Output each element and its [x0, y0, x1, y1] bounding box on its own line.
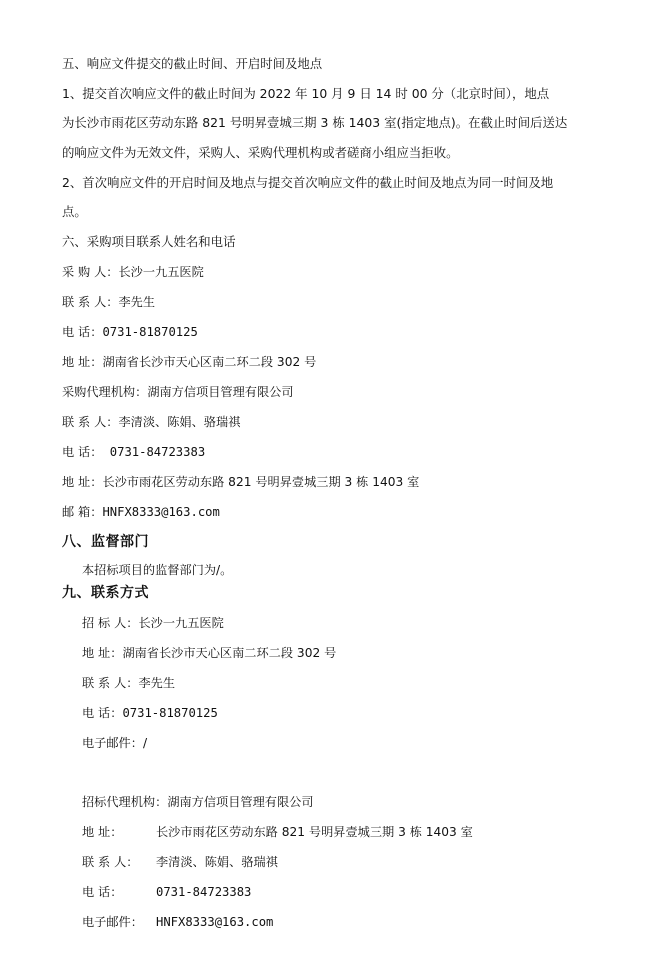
tenderer-row — [82, 615, 224, 631]
tenderer-email-value: / — [142, 736, 148, 750]
purchaser-address-label: 地 址： — [62, 355, 103, 369]
agency-email-value: HNFX8333@163.com — [102, 505, 220, 519]
tender-agency-phone-value: 0731-84723383 — [156, 885, 252, 899]
section5-p2-line1: 2、首次响应文件的开启时间及地点与提交首次响应文件的截止时间及地点为同一时间及地 — [62, 175, 554, 190]
tenderer-contact-label: 联 系 人： — [82, 676, 139, 690]
purchaser-phone-label: 电 话： — [62, 325, 103, 339]
tenderer-phone-value: 0731-81870125 — [122, 706, 218, 720]
tender-agency-contact-row — [82, 854, 278, 870]
tenderer-email-label: 电子邮件： — [82, 736, 143, 750]
agency-address-row — [62, 474, 419, 490]
tender-agency-address-label: 地 址： — [82, 825, 123, 839]
tenderer-value: 长沙一九五医院 — [138, 616, 224, 630]
tenderer-contact-row — [82, 675, 175, 691]
tender-agency-address-value: 长沙市雨花区劳动东路 821 号明昇壹城三期 3 栋 1403 室 — [156, 825, 473, 839]
agency-contact-value: 李清淡、陈娟、骆瑞祺 — [118, 415, 241, 429]
agency-phone-value: 0731-84723383 — [102, 445, 206, 459]
tender-agency-phone-row — [82, 884, 251, 900]
agency-row — [62, 384, 294, 400]
tender-agency-contact-label: 联 系 人： — [82, 855, 139, 869]
agency-contact-row — [62, 414, 240, 430]
purchaser-contact-value: 李先生 — [118, 295, 156, 309]
section9-title: 九、联系方式 — [62, 585, 149, 601]
purchaser-address-row — [62, 354, 316, 370]
agency-value: 湖南方信项目管理有限公司 — [147, 385, 294, 399]
agency-address-label: 地 址： — [62, 475, 103, 489]
tender-agency-row — [82, 794, 314, 810]
agency-label: 采购代理机构： — [62, 385, 148, 399]
purchaser-value: 长沙一九五医院 — [118, 265, 204, 279]
section5-p2-line2: 点。 — [62, 204, 87, 219]
tenderer-address-label: 地 址： — [82, 646, 123, 660]
tenderer-label: 招 标 人： — [82, 616, 139, 630]
tender-agency-contact-value: 李清淡、陈娟、骆瑞祺 — [156, 855, 278, 869]
section5-p1-line3: 的响应文件为无效文件，采购人、采购代理机构或者磋商小组应当拒收。 — [62, 145, 459, 160]
purchaser-label: 采 购 人： — [62, 265, 119, 279]
section8-title: 八、监督部门 — [62, 534, 149, 550]
tender-agency-email-value: HNFX8333@163.com — [156, 915, 274, 929]
tender-agency-value: 湖南方信项目管理有限公司 — [167, 795, 314, 809]
tender-agency-label: 招标代理机构： — [82, 795, 168, 809]
section5-p1-line2: 为长沙市雨花区劳动东路 821 号明昇壹城三期 3 栋 1403 室(指定地点)。在截止时间后送达 — [62, 115, 568, 130]
agency-phone-row — [62, 444, 205, 460]
purchaser-contact-label: 联 系 人： — [62, 295, 119, 309]
purchaser-phone-value: 0731-81870125 — [102, 325, 198, 339]
tenderer-phone-label: 电 话： — [82, 706, 123, 720]
tender-agency-phone-label: 电 话： — [82, 885, 123, 899]
agency-contact-label: 联 系 人： — [62, 415, 119, 429]
tenderer-address-value: 湖南省长沙市天心区南二环二段 302 号 — [122, 646, 337, 660]
agency-phone-label: 电 话： — [62, 445, 103, 459]
section6-title: 六、采购项目联系人姓名和电话 — [62, 234, 236, 249]
section5-title: 五、响应文件提交的截止时间、开启时间及地点 — [62, 56, 323, 71]
purchaser-address-value: 湖南省长沙市天心区南二环二段 302 号 — [102, 355, 317, 369]
purchaser-row — [62, 264, 204, 280]
agency-address-value: 长沙市雨花区劳动东路 821 号明昇壹城三期 3 栋 1403 室 — [102, 475, 420, 489]
tenderer-email-row — [82, 735, 147, 751]
tenderer-address-row — [82, 645, 336, 661]
purchaser-phone-row — [62, 324, 198, 340]
agency-email-label: 邮 箱： — [62, 505, 103, 519]
tender-agency-address-row — [82, 824, 473, 840]
tenderer-contact-value: 李先生 — [138, 676, 176, 690]
tender-agency-email-row — [82, 914, 273, 930]
section5-p1-line1: 1、提交首次响应文件的截止时间为 2022 年 10 月 9 日 14 时 00 分（北京时间），地点 — [62, 86, 550, 101]
tender-agency-email-label: 电子邮件： — [82, 915, 143, 929]
section8-text: 本招标项目的监督部门为/。 — [82, 563, 233, 577]
tenderer-phone-row — [82, 705, 218, 721]
purchaser-contact-row — [62, 294, 155, 310]
agency-email-row — [62, 504, 220, 520]
